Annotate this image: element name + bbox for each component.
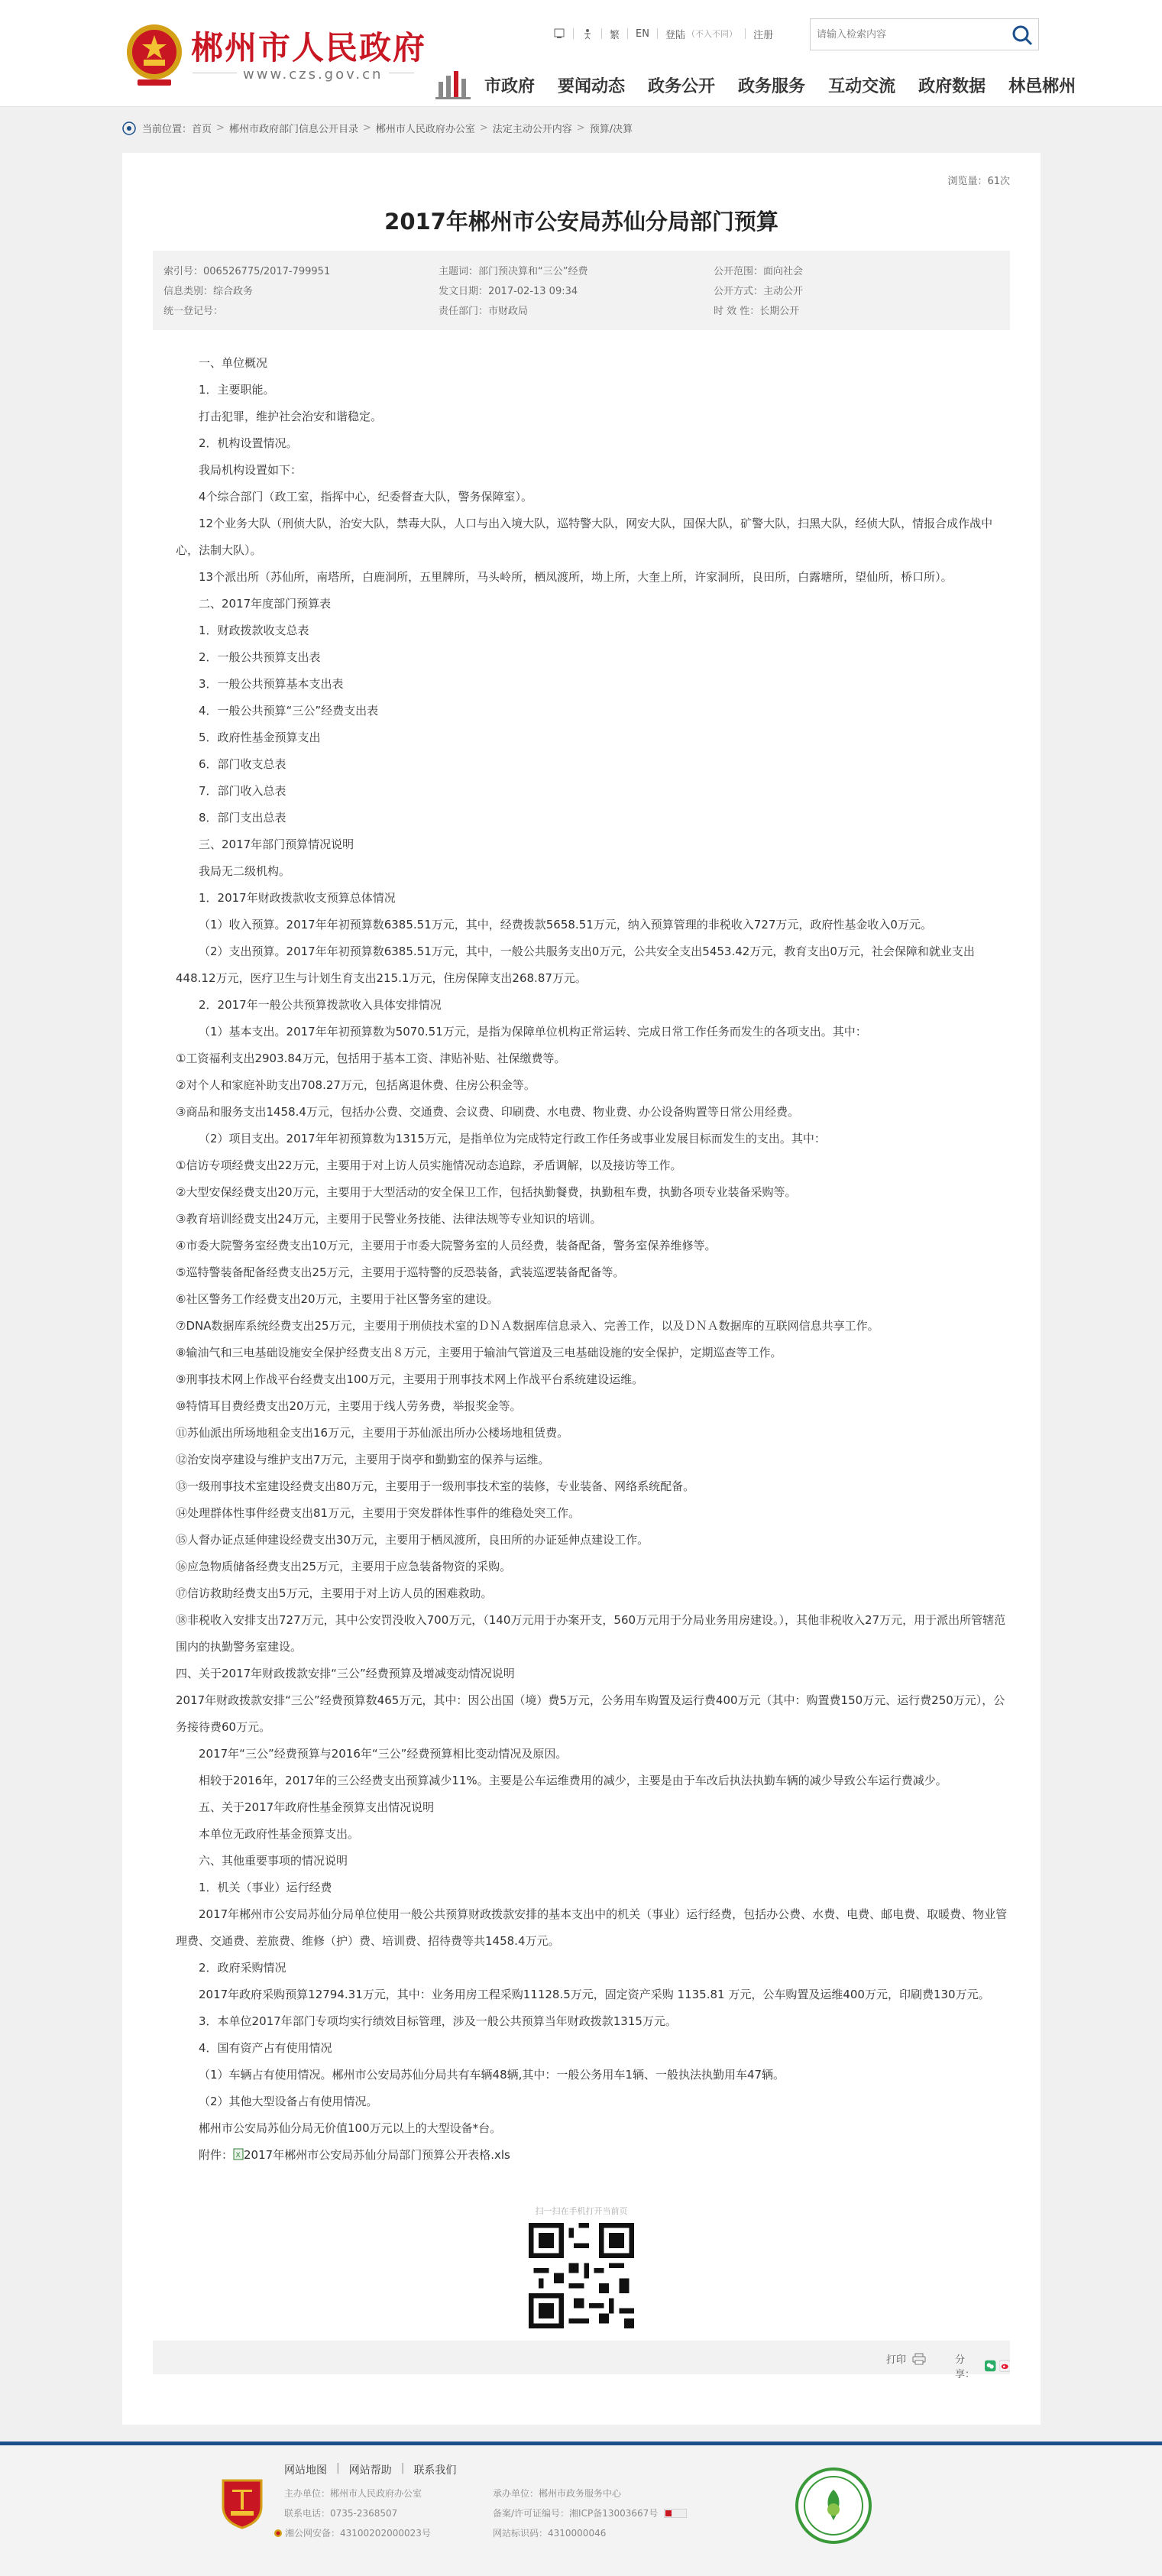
location-pin-icon <box>122 122 136 135</box>
paragraph: 3．一般公共预算基本支出表 <box>199 677 344 691</box>
article-body <box>176 350 1008 2169</box>
paragraph: 打击犯罪，维护社会治安和谐稳定。 <box>199 410 383 423</box>
paragraph: 3．本单位2017年部门专项均实行绩效目标管理，涉及一般公共预算当年财政拨款1315万元。 <box>199 2014 677 2028</box>
paragraph: 2．一般公共预算支出表 <box>199 650 321 664</box>
paragraph: ①信访专项经费支出22万元，主要用于对上访人员实施情况动态追踪，矛盾调解，以及接访等工作。 <box>176 1158 682 1172</box>
paragraph: ⑩特情耳目费经费支出20万元，主要用于线人劳务费，举报奖金等。 <box>176 1399 522 1413</box>
divider: | <box>400 2462 405 2474</box>
nav-item-government[interactable]: 市政府 <box>484 76 536 96</box>
paragraph: 2．政府采购情况 <box>199 1961 286 1975</box>
paragraph: （1）车辆占有使用情况。郴州市公安局苏仙分局共有车辆48辆,其中：一般公务用车1辆、一般执法执勤用车47辆。 <box>199 2068 785 2082</box>
divider: | <box>336 2462 340 2474</box>
paragraph: （1）基本支出。2017年年初预算数为5070.51万元，是指为保障单位机构正常运转、完成日常工作任务而发生的各项支出。其中： <box>199 1025 867 1039</box>
paragraph: 六、其他重要事项的情况说明 <box>199 1854 348 1868</box>
paragraph: 三、2017年部门预算情况说明 <box>199 838 354 851</box>
party-gov-emblem-icon[interactable] <box>220 2476 264 2529</box>
paragraph: 五、关于2017年政府性基金预算支出情况说明 <box>199 1800 435 1814</box>
paragraph: ⑧输油气和三电基础设施安全保护经费支出８万元，主要用于输油气管道及三电基础设施的安全保护，定期巡查等工作。 <box>176 1346 782 1359</box>
paragraph: 2017年政府采购预算12794.31万元，其中：业务用房工程采购11128.5万元，固定资产采购 1135.81 万元，公车购置及运维400万元，印刷费130万元。 <box>199 1988 990 2001</box>
paragraph: 我局机构设置如下： <box>199 463 303 477</box>
footer-links <box>284 2462 456 2477</box>
doc-meta-table <box>153 251 1010 330</box>
paragraph: ⑥社区警务工作经费支出20万元，主要用于社区警务室的建设。 <box>176 1292 499 1306</box>
share-group <box>955 2351 1010 2380</box>
nav-item-news[interactable]: 要闻动态 <box>558 76 626 96</box>
meta-index-no: 索引号：006526775/2017-799951 <box>163 266 331 277</box>
footer-phone: 联系电话：0735-2368507 <box>284 2508 398 2519</box>
paragraph: ③教育培训经费支出24万元，主要用于民警业务技能、法律法规等专业知识的培训。 <box>176 1212 602 1226</box>
print-label: 打印 <box>886 2354 907 2366</box>
footer-icp-row <box>493 2506 687 2519</box>
footer-police[interactable]: 湘公网安备：43100202000023号 <box>285 2528 431 2539</box>
site-title[interactable]: 郴州市人民政府 <box>191 29 427 66</box>
qr-section <box>122 2205 1041 2217</box>
paragraph: ⑱非税收入安排支出727万元，其中公安罚没收入700万元，（140万元用于办案开支，560万元用于分局业务用房建设。），其他非税收入27万元，用于派出所管辖范围内的执勤警务室建设。 <box>176 1613 1006 1654</box>
paragraph: 二、2017年度部门预算表 <box>199 597 332 611</box>
share-bar <box>153 2341 1010 2380</box>
home-building-icon[interactable] <box>435 70 471 100</box>
site-header <box>0 0 1162 107</box>
footer-sitemap-link[interactable]: 网站地图 <box>284 2464 327 2477</box>
accessibility-icon[interactable] <box>553 28 565 40</box>
breadcrumb-separator: > <box>479 122 488 134</box>
qr-caption: 扫一扫在手机打开当前页 <box>535 2206 628 2216</box>
main-nav <box>435 67 1099 102</box>
search-input[interactable] <box>817 26 1000 43</box>
printer-icon <box>912 2353 926 2365</box>
paragraph: 2．机构设置情况。 <box>199 436 298 450</box>
paragraph: 2017年郴州市公安局苏仙分局单位使用一般公共预算财政拨款安排的基本支出中的机关（事业）运行经费，包括办公费、水费、电费、邮电费、取暖费、物业管理费、交通费、差旅费、维修（护）费、培训费、招待费等共1458.4万元。 <box>176 1907 1008 1948</box>
paragraph: 本单位无政府性基金预算支出。 <box>199 1827 360 1841</box>
paragraph: ②对个人和家庭补助支出708.27万元，包括离退休费、住房公积金等。 <box>176 1078 536 1092</box>
paragraph: 13个派出所（苏仙所，南塔所，白鹿洞所，五里牌所，马头岭所，栖凤渡所，坳上所，大奎上所，许家洞所，良田所，白露塘所，望仙所，桥口所）。 <box>199 570 953 584</box>
national-emblem-icon[interactable] <box>124 20 185 89</box>
divider <box>601 28 602 39</box>
meta-scope: 公开范围：面向社会 <box>714 266 804 277</box>
paragraph: ⑬一级刑事技术室建设经费支出80万元，主要用于一级刑事技术室的装修，专业装备、网络系统配备。 <box>176 1479 695 1493</box>
paragraph: 8．部门支出总表 <box>199 811 286 825</box>
paragraph: 6．部门收支总表 <box>199 757 286 771</box>
paragraph: ①工资福利支出2903.84万元，包括用于基本工资、津贴补贴、社保缴费等。 <box>176 1051 566 1065</box>
lang-traditional-link[interactable]: 繁 <box>610 29 620 41</box>
site-check-badge-icon[interactable] <box>664 2509 687 2518</box>
page-title: 2017年郴州市公安局苏仙分局部门预算 <box>384 209 778 235</box>
search-icon[interactable] <box>1011 24 1034 47</box>
paragraph: 一、单位概况 <box>199 356 268 370</box>
breadcrumb <box>122 121 633 135</box>
login-note: （不入不同） <box>686 29 737 39</box>
top-links <box>553 23 773 44</box>
paragraph: ③商品和服务支出1458.4万元，包括办公费、交通费、会议费、印刷费、水电费、物业费、办公设备购置等日常公用经费。 <box>176 1105 799 1119</box>
nav-item-interaction[interactable]: 互动交流 <box>828 76 896 96</box>
paragraph: 相较于2016年，2017年的三公经费支出预算减少11%。主要是公车运维费用的减少，主要是由于车改后执法执勤车辆的减少导致公车运行费减少。 <box>199 1774 947 1787</box>
paragraph: ⑨刑事技术网上作战平台经费支出100万元，主要用于刑事技术网上作战平台系统建设运维。 <box>176 1372 644 1386</box>
meta-date: 发文日期：2017-02-13 09:34 <box>439 286 578 297</box>
paragraph: 4个综合部门（政工室，指挥中心，纪委督查大队，警务保障室）。 <box>199 490 533 504</box>
breadcrumb-office[interactable]: 郴州市人民政府办公室 <box>375 124 475 135</box>
nav-item-data[interactable]: 政府数据 <box>918 76 986 96</box>
qr-code-icon <box>529 2223 634 2328</box>
paragraph: 4．一般公共预算“三公”经费支出表 <box>199 704 379 718</box>
excel-file-icon <box>233 2148 244 2160</box>
breadcrumb-separator: > <box>576 122 585 134</box>
site-url: www.czs.gov.cn <box>237 66 389 83</box>
divider <box>745 28 746 39</box>
breadcrumb-label: 当前位置： <box>142 124 193 135</box>
meta-category: 信息类别：综合政务 <box>163 286 254 297</box>
paragraph: 12个业务大队（刑侦大队，治安大队，禁毒大队，人口与出入境大队，巡特警大队，网安大队，国保大队，矿警大队，扫黑大队，经侦大队，情报合成作战中心，法制大队）。 <box>176 517 993 557</box>
paragraph: 2017年“三公”经费预算与2016年“三公”经费预算相比变动情况及原因。 <box>199 1747 568 1761</box>
gov-website-badge-icon[interactable] <box>795 2467 872 2545</box>
attachment-label: 附件： <box>199 2148 234 2162</box>
footer-help-link[interactable]: 网站帮助 <box>348 2464 392 2477</box>
footer-icp[interactable]: 备案/许可证编号：湘ICP备13003667号 <box>493 2508 659 2519</box>
paragraph: （2）项目支出。2017年年初预算数为1315万元，是指单位为完成特定行政工作任务或事业发展目标而发生的支出。其中： <box>199 1132 826 1145</box>
paragraph: （2）支出预算。2017年年初预算数6385.51万元，其中，一般公共服务支出0万元，公共安全支出5453.42万元，教育支出0万元，社会保障和就业支出448.12万元，医疗卫生与计划生育支出215.1万元，住房保障支出268.87万元。 <box>176 945 975 985</box>
site-footer <box>0 2442 1162 2576</box>
paragraph: 1．财政拨款收支总表 <box>199 624 309 637</box>
svg-text:X: X <box>235 2152 241 2160</box>
breadcrumb-budget[interactable]: 预算/决算 <box>589 124 633 135</box>
police-badge-icon <box>274 2529 283 2538</box>
attachment-link[interactable]: 2017年郴州市公安局苏仙分局部门预算公开表格.xls <box>244 2148 510 2162</box>
view-count: 浏览量：61次 <box>947 176 1010 187</box>
weibo-icon[interactable] <box>999 2360 1010 2372</box>
nav-item-services[interactable]: 政务服务 <box>738 76 806 96</box>
divider <box>573 28 574 39</box>
footer-police-row <box>274 2526 431 2539</box>
breadcrumb-separator: > <box>362 122 371 134</box>
login-link[interactable]: 登陆 <box>665 29 685 41</box>
meta-owner: 责任部门：市财政局 <box>439 306 529 317</box>
paragraph: ⑫治安岗亭建设与维护支出7万元，主要用于岗亭和勤勤室的保养与运维。 <box>176 1453 550 1466</box>
paragraph: 1．机关（事业）运行经费 <box>199 1881 332 1894</box>
paragraph: 1．主要职能。 <box>199 383 275 397</box>
paragraph: ⑤巡特警装备配备经费支出25万元，主要用于巡特警的反恐装备，武装巡逻装备配备等。 <box>176 1265 625 1279</box>
paragraph: 1．2017年财政拨款收支预算总体情况 <box>199 891 396 905</box>
article-panel <box>122 153 1041 2425</box>
register-link[interactable]: 注册 <box>753 29 773 41</box>
paragraph: ⑮人督办证点延伸建设经费支出30万元，主要用于栖凤渡所，良田所的办证延伸点建设工作。 <box>176 1533 649 1547</box>
meta-method: 公开方式：主动公开 <box>714 286 804 297</box>
paragraph: 郴州市公安局苏仙分局无价值100万元以上的大型设备*台。 <box>199 2121 502 2135</box>
meta-subject: 主题词：部门预决算和“三公”经费 <box>439 266 588 277</box>
paragraph: 2．2017年一般公共预算拨款收入具体安排情况 <box>199 998 442 1012</box>
wechat-icon[interactable] <box>985 2360 995 2372</box>
paragraph: （1）收入预算。2017年年初预算数6385.51万元，其中，经费拨款5658.51万元，纳入预算管理的非税收入727万元，政府性基金收入0万元。 <box>199 918 932 932</box>
paragraph: ⑦DNA数据库系统经费支出25万元，主要用于刑侦技术室的ＤＮＡ数据库信息录入、完善工作，以及ＤＮＡ数据库的互联网信息共享工作。 <box>176 1319 879 1333</box>
paragraph: ④市委大院警务室经费支出10万元，主要用于市委大院警务室的人员经费，装备配备，警务室保养维修等。 <box>176 1239 717 1252</box>
paragraph: ⑰信访救助经费支出5万元，主要用于对上访人员的困难救助。 <box>176 1586 493 1600</box>
nav-item-linyi[interactable]: 林邑郴州 <box>1008 76 1076 96</box>
paragraph: ②大型安保经费支出20万元，主要用于大型活动的安全保卫工作，包括执勤餐费，执勤租车费，执勤各项专业装备采购等。 <box>176 1185 797 1199</box>
paragraph: ⑪苏仙派出所场地租金支出16万元，主要用于苏仙派出所办公楼场地租赁费。 <box>176 1426 569 1440</box>
paragraph: ⑯应急物质储备经费支出25万元，主要用于应急装备物资的采购。 <box>176 1560 512 1573</box>
paragraph: 5．政府性基金预算支出 <box>199 731 321 744</box>
breadcrumb-home[interactable]: 首页 <box>192 124 212 135</box>
lang-english-link[interactable]: EN <box>636 28 649 40</box>
paragraph: 7．部门收入总表 <box>199 784 286 798</box>
footer-site-code: 网站标识码：4310000046 <box>493 2528 607 2539</box>
breadcrumb-mandatory[interactable]: 法定主动公开内容 <box>492 124 572 135</box>
footer-host: 主办单位：郴州市人民政府办公室 <box>284 2488 422 2499</box>
meta-unified-no: 统一登记号： <box>163 306 224 317</box>
share-label: 分享： <box>955 2354 976 2380</box>
paragraph: 4．国有资产占有使用情况 <box>199 2041 332 2055</box>
footer-contact-link[interactable]: 联系我们 <box>413 2464 457 2477</box>
breadcrumb-separator: > <box>216 122 225 134</box>
paragraph: （2）其他大型设备占有使用情况。 <box>199 2095 378 2108</box>
paragraph: 四、关于2017年财政拨款安排“三公”经费预算及增减变动情况说明 <box>176 1667 515 1680</box>
attachment-line <box>176 2142 1008 2169</box>
footer-undertaker: 承办单位：郴州市政务服务中心 <box>493 2488 622 2499</box>
care-mode-icon[interactable] <box>581 28 594 40</box>
divider <box>657 28 658 39</box>
meta-validity: 时 效 性：长期公开 <box>714 306 800 317</box>
paragraph: 我局无二级机构。 <box>199 864 291 878</box>
paragraph: 2017年财政拨款安排“三公”经费预算数465万元，其中：因公出国（境）费5万元，公务用车购置及运行费400万元（其中：购置费150万元、运行费250万元），公务接待费60万元。 <box>176 1693 1005 1734</box>
divider <box>627 28 628 39</box>
paragraph: ⑭处理群体性事件经费支出81万元，主要用于突发群体性事件的维稳处突工作。 <box>176 1506 581 1520</box>
nav-item-public-affairs[interactable]: 政务公开 <box>648 76 716 96</box>
breadcrumb-catalog[interactable]: 郴州市政府部门信息公开目录 <box>228 124 358 135</box>
print-button[interactable] <box>886 2351 926 2366</box>
search-box <box>810 18 1039 50</box>
